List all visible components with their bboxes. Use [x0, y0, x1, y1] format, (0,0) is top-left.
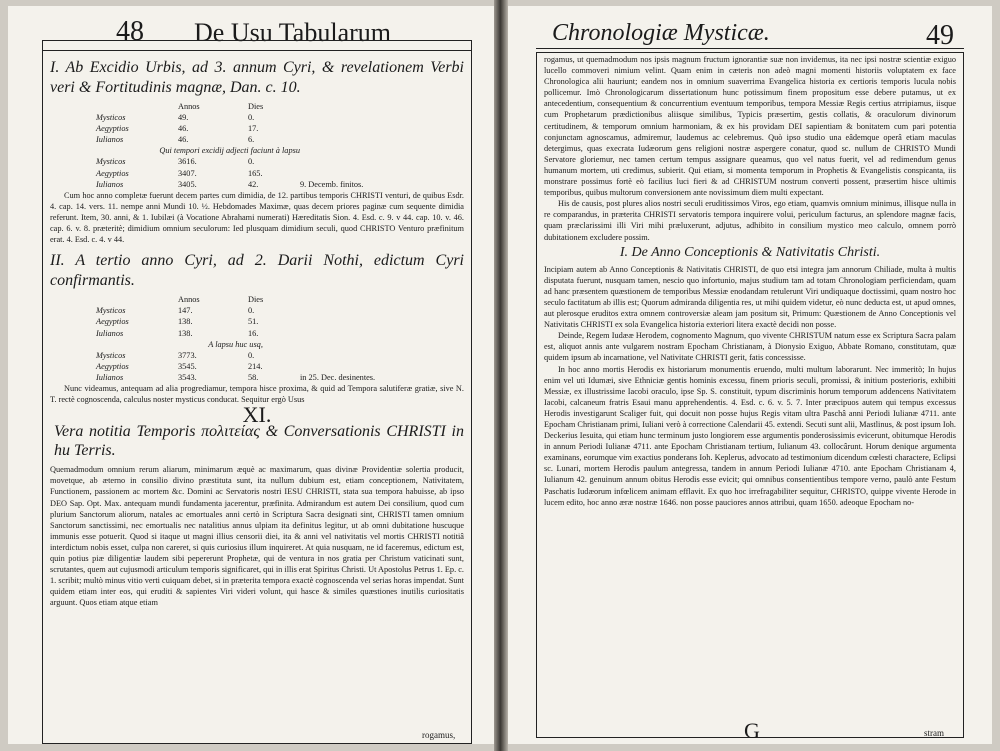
table-subheading-1: Qui tempori excidij adjecti faciunt à lapsu: [159, 146, 300, 156]
table-row: Aegyptios 3545. 214.: [96, 361, 263, 371]
right-text-block: [544, 54, 956, 508]
section-heading: I. De Anno Conceptionis & Nativitatis Christi.: [619, 244, 881, 260]
left-catchword: rogamus,: [422, 730, 456, 740]
table-row: Iulianos 3543. 58. in 25. Dec. desinentes.: [96, 372, 376, 382]
chapter-number: XI.: [242, 402, 272, 428]
right-header-rule: [536, 48, 964, 49]
table-section-2: Annos Dies Mysticos 147. 0. Aegyptios 138. 51. Iulianos 138. 16. A lapsu huc usq, Mysticos 3773. 0. Aegyptios 3545. 214. Iulianos 3543. 58. in 25. Dec. desinentes.: [90, 294, 381, 383]
chapter-title: Vera notitia Temporis πολιτείας & Conversationis CHRISTI in hu Terris.: [54, 423, 464, 460]
table-subheading-2: A lapsu huc usq,: [208, 339, 263, 349]
col-header-annos: Annos: [178, 102, 200, 111]
book-gutter: [494, 0, 508, 751]
right-catchword: stram: [924, 728, 944, 738]
table-section-1: [90, 101, 369, 190]
left-running-head: De Usu Tabularum: [194, 18, 391, 47]
table-row: Iulianos 138. 16.: [96, 328, 259, 338]
table-row: Mysticos 49. 0.: [96, 113, 255, 123]
paragraph-2: His de causis, post plures alios nostri seculi eruditissimos Viros, ego etiam, quamvis omnium minimus, illisque nulla in re comparandus, in præterita CHRISTI servatoris tempora inquirere volui, periculum facturus, an splendore magnæ facis, quam præclarissimi illi Viri mihi præluxerunt, adjutus, adhibito in consilium mystico meo calculo, omnem porrò dubitationem excludere possim.: [544, 199, 956, 242]
right-page: [508, 6, 992, 744]
paragraph-1: rogamus, ut quemadmodum nos ipsis magnum fructum ignorantiæ suæ non invidemus, ita nec ipsi nostræ scientiæ exiguo lucello commoveri nimium velint. Quam enim in cæteris non adeò magni momenti historiis voluptatem ex face Chronologica alii hauriunt; eandem nos in omnium suaverrima Evangelica historia ex certioris temporis lucula nobis pollicemur. Imò Chronologicarum dissertationum hunc potissimum finem propositum esse debere putamus, ut ex antecedentium, consequentium & concurrentium eventuum temporibus, tempora Messiæ Regis certius atrripiamus, iisque cum Prophetarum prædictionibus aliisque similibus, Typicis præsertim, gestis collatis, & oraculorum divinorum certitudinem, & temporum omnium harmoniam, & ex his providam DEI sapientiam & bonitatem cum pari potentia conjunctam agnoscamus, admiremur, laudemus ac celebremus. Quò ipso studio una eâdemque operâ etiam maculas detergimus, quas execrata Iudæorum gens religioni nostræ aspergere conatur, quod sc. nullum de CHRISTO Mundi Servatore gloriemur, nec tamen certum tempus assignare queamus, quo vel natus fuerit, vel ad redimendum genus humanum mortem, uti credimus, subierit. Qui etiam, si momenta temporum in Prophetis & Evangelistis conspicanta, iis monstrare possimus fortè eò facilius luci fieri & ad CHRISTUM nostrum converti possent, præsertim hisce ultimis temporibus, quibus multorum conversionem ante novissimum diem multi expectant.: [544, 55, 956, 198]
table-row: Mysticos 147. 0.: [96, 306, 255, 316]
paragraph-4: Deinde, Regem Iudææ Herodem, cognomento Magnum, quo vivente CHRISTUM natum esse ex Scriptura Sacra palam est, aliquot annis ante vulgarem nostram Epocham Christianam, à Dionysio Exiguo, Abbate Romano, constitutam, quæ quidem ipsum ab incarnatione, vel Nativitate CHRISTI gerit, fatis concessisse.: [544, 331, 956, 363]
chapter-text: Quemadmodum omnium rerum aliarum, minimarum æquè ac maximarum, quas divinæ Providentiæ solertia producit, movetque, ab æterno in consilio divino præstituta sunt, ita nullum dubium est, etiam conceptionem, Nativitatem, Functionem, passionem ac mortem &c. Domini ac Servatoris nostri IESU CHRISTI, stata sua tempora habuisse, ab ipso DEO Sap. Opt. Max. antequam mundi fundamenta jacerentur, præfinita. Admirandum est autem Dei consilium, quod cum plurium Sanctorum aliorum, natales ac emortuales anni certò in Scriptura Sacra designati sint, CHRISTI tamen omnium Sanctorum sanctissimi, nec emortualis nec natalitius annus ulpiam ita definitus legitur, ut ab omni dubitatione huscuque immunis esse potuerit. Quod si itaque ut magni illius censorii diei, ita & anni vel nativitatis vel mortis CHRISTI notitiâ interdictum nobis esset, culpa non careret, si quis curiosius illum inquireret. At quia nusquam, ne id faceremus, edictum est, quin potius piæ diligentiæ laudem sibi pepererunt Prophetæ, qui de ventura in nos gratia per Christum vaticinati sunt, scrutantes, quem aut cujusmodi articulum temporis significaret, qui in illis erat Spiritus Christi. Ut Apostolus Petrus 1. Ep. c. 1. scribit; multò minus vitio verti cuiquam debet, si in præterita tempora exactè cognoscenda vel serias horas impendat. Sunt quidem etiam inter eos, qui eruditi & sapientes Viri videri volunt, qui hasce & similes quæstiones inutilis curiositatis arguunt. Quos etiam atque etiam: [50, 465, 464, 608]
paragraph-3: Incipiam autem ab Anno Conceptionis & Nativitatis CHRISTI, de quo etsi integra jam annorum Chiliade, multa à multis disputata fuerunt, nusquam tamen, nescio quo infortunio, majus studium tam ad totam Chronologiam perficiendam, quam ad hanc præsentem quæstionem de temporibus Messiæ enodandam retulerunt Viri undiquaque doctissimi, quam nostro hoc seculo factitatum ab illis est; Quorum admiranda diligentia res, ut mihi quidem videtur, eò nunc deducta est, ut apud omnes, aut plerosque eruditos extra omnem controversiæ aleam jam positum sit, Primum: Quæstionem de Anno Conceptionis vel Nativitatis CHRISTI ex sola Evangelica historia exteriori litera exactè decidi non posse.: [544, 264, 956, 330]
table-row: Aegyptios 138. 51.: [96, 317, 259, 327]
paragraph-1: Cum hoc anno completæ fuerunt decem partes cum dimidia, de 12. partibus temporis CHRISTI venturi, de quibus Esdr. 4. cap. 14. vers. 11. nempe anni Mundi 10. ½. Hebdomades Maximæ, quas decem priores paginæ cum sequente dimidia referunt. Item, 30. anni, & 1. Iubilæi (à Vocatione Abrahami numerati) Hæreditatis Sion. 4. Esd. c. 9. v 44. cap. 10. v. 46. cap. 6. v. 8. præteritè; dimidium omnium seculorum: Ied plusquam dimidium seculi, quod CHRISTO Venturo præfinitum erat. 4. Esd. c. 4. v 44.: [50, 190, 464, 245]
section-heading-2: II. A tertio anno Cyri, ad 2. Darii Nothi, edictum Cyri confirmantis.: [50, 252, 464, 290]
col-header-dies: Dies: [248, 102, 264, 111]
signature-mark: G: [744, 718, 760, 743]
paragraph-5: In hoc anno mortis Herodis ex historiarum monumentis eruendo, multi multum laborarunt. Nec immeritò; In hujus enim vel uti Idumæi, sive Ethniciæ gentis hominis excessu, finem prioris seculi, promissi, & initium posterioris, exhibiti Messiæ, ex illustrissime Iacobi oraculo, ipse Sp. S. constituit, typum discriminis horum temporum addencens Nativitatem Iacobi, calcaneum fratris Esaui manu apprehendentis. 4. Esd. c. 6. v. 5. 7. Inter præcipuos autem qui tempus excessus Herodis investigarunt Scaliger fuit, qui docuit non posse hujus Regis vitam ultra Paschâ anni Periodi Iulianæ 4711. ante Epocham Christianam primi, Iuliani verò à correctione Calendarii 45. extendi. Secuti sunt alii, Mastlinus, & post ipsum Ioh. Deckerius Iesuita, qui etiam hunc terminum justo longiorem esse argumentis ponderosissimis evicerunt, obitumque Herodis in annum Periodi Iulianæ 4711. ante Epocham Christianam tertium, Iulianum 43. collocârunt. Horum denique argumenta examinans, eorumque vim exactius ponderans Ioh. Keplerus, advocato ad testimonium dicendum cœlesti charactere, Eclipsi sc. Lunari, mortem Herodis paulum antegressa, tandem in annum Periodi Iulianæ 4710. ante Epocham Christianam 4, Iulianum 42. genuinum annum obitus Herodis esse evicit; qui omnibus consentientibus tempore verno, paulò ante Festum Paschatis Iudæorum infœlicem animam efflavit. Ex quo hoc irrefragabiliter sequitur, CHRISTO, quippe vivente Herode in lucem edito, hoc anno æræ nostræ 1646. non posse pauciores annos attribui, quam 1650. adeoque Epocham no-: [544, 364, 956, 507]
paragraph-2: Nunc videamus, antequam ad alia progrediamur, tempora hisce proxima, & quid ad Tempora salutiferæ gratiæ, sive N. T. rectè cognoscenda, calculus noster mysticus conducat. Sequitur ergò Usus: [50, 383, 464, 405]
left-folio: 48: [116, 16, 144, 47]
table-row: Aegyptios 46. 17.: [96, 124, 259, 134]
left-page: [8, 6, 494, 744]
left-text-block: [50, 54, 464, 608]
table-row: Iulianos 3405. 42. 9. Decemb. finitos.: [96, 179, 364, 189]
table-row: Aegyptios 3407. 165.: [96, 168, 263, 178]
table-row: Mysticos 3773. 0.: [96, 350, 255, 360]
table-row: Iulianos 46. 6.: [96, 135, 255, 145]
right-running-head: Chronologiæ Mysticæ.: [552, 20, 770, 46]
table-row: Mysticos 3616. 0.: [96, 157, 255, 167]
right-folio: 49: [926, 20, 954, 51]
section-heading-1: I. Ab Excidio Urbis, ad 3. annum Cyri, & revelationem Verbi veri & Fortitudinis magnæ, Dan. c. 10.: [50, 59, 464, 96]
